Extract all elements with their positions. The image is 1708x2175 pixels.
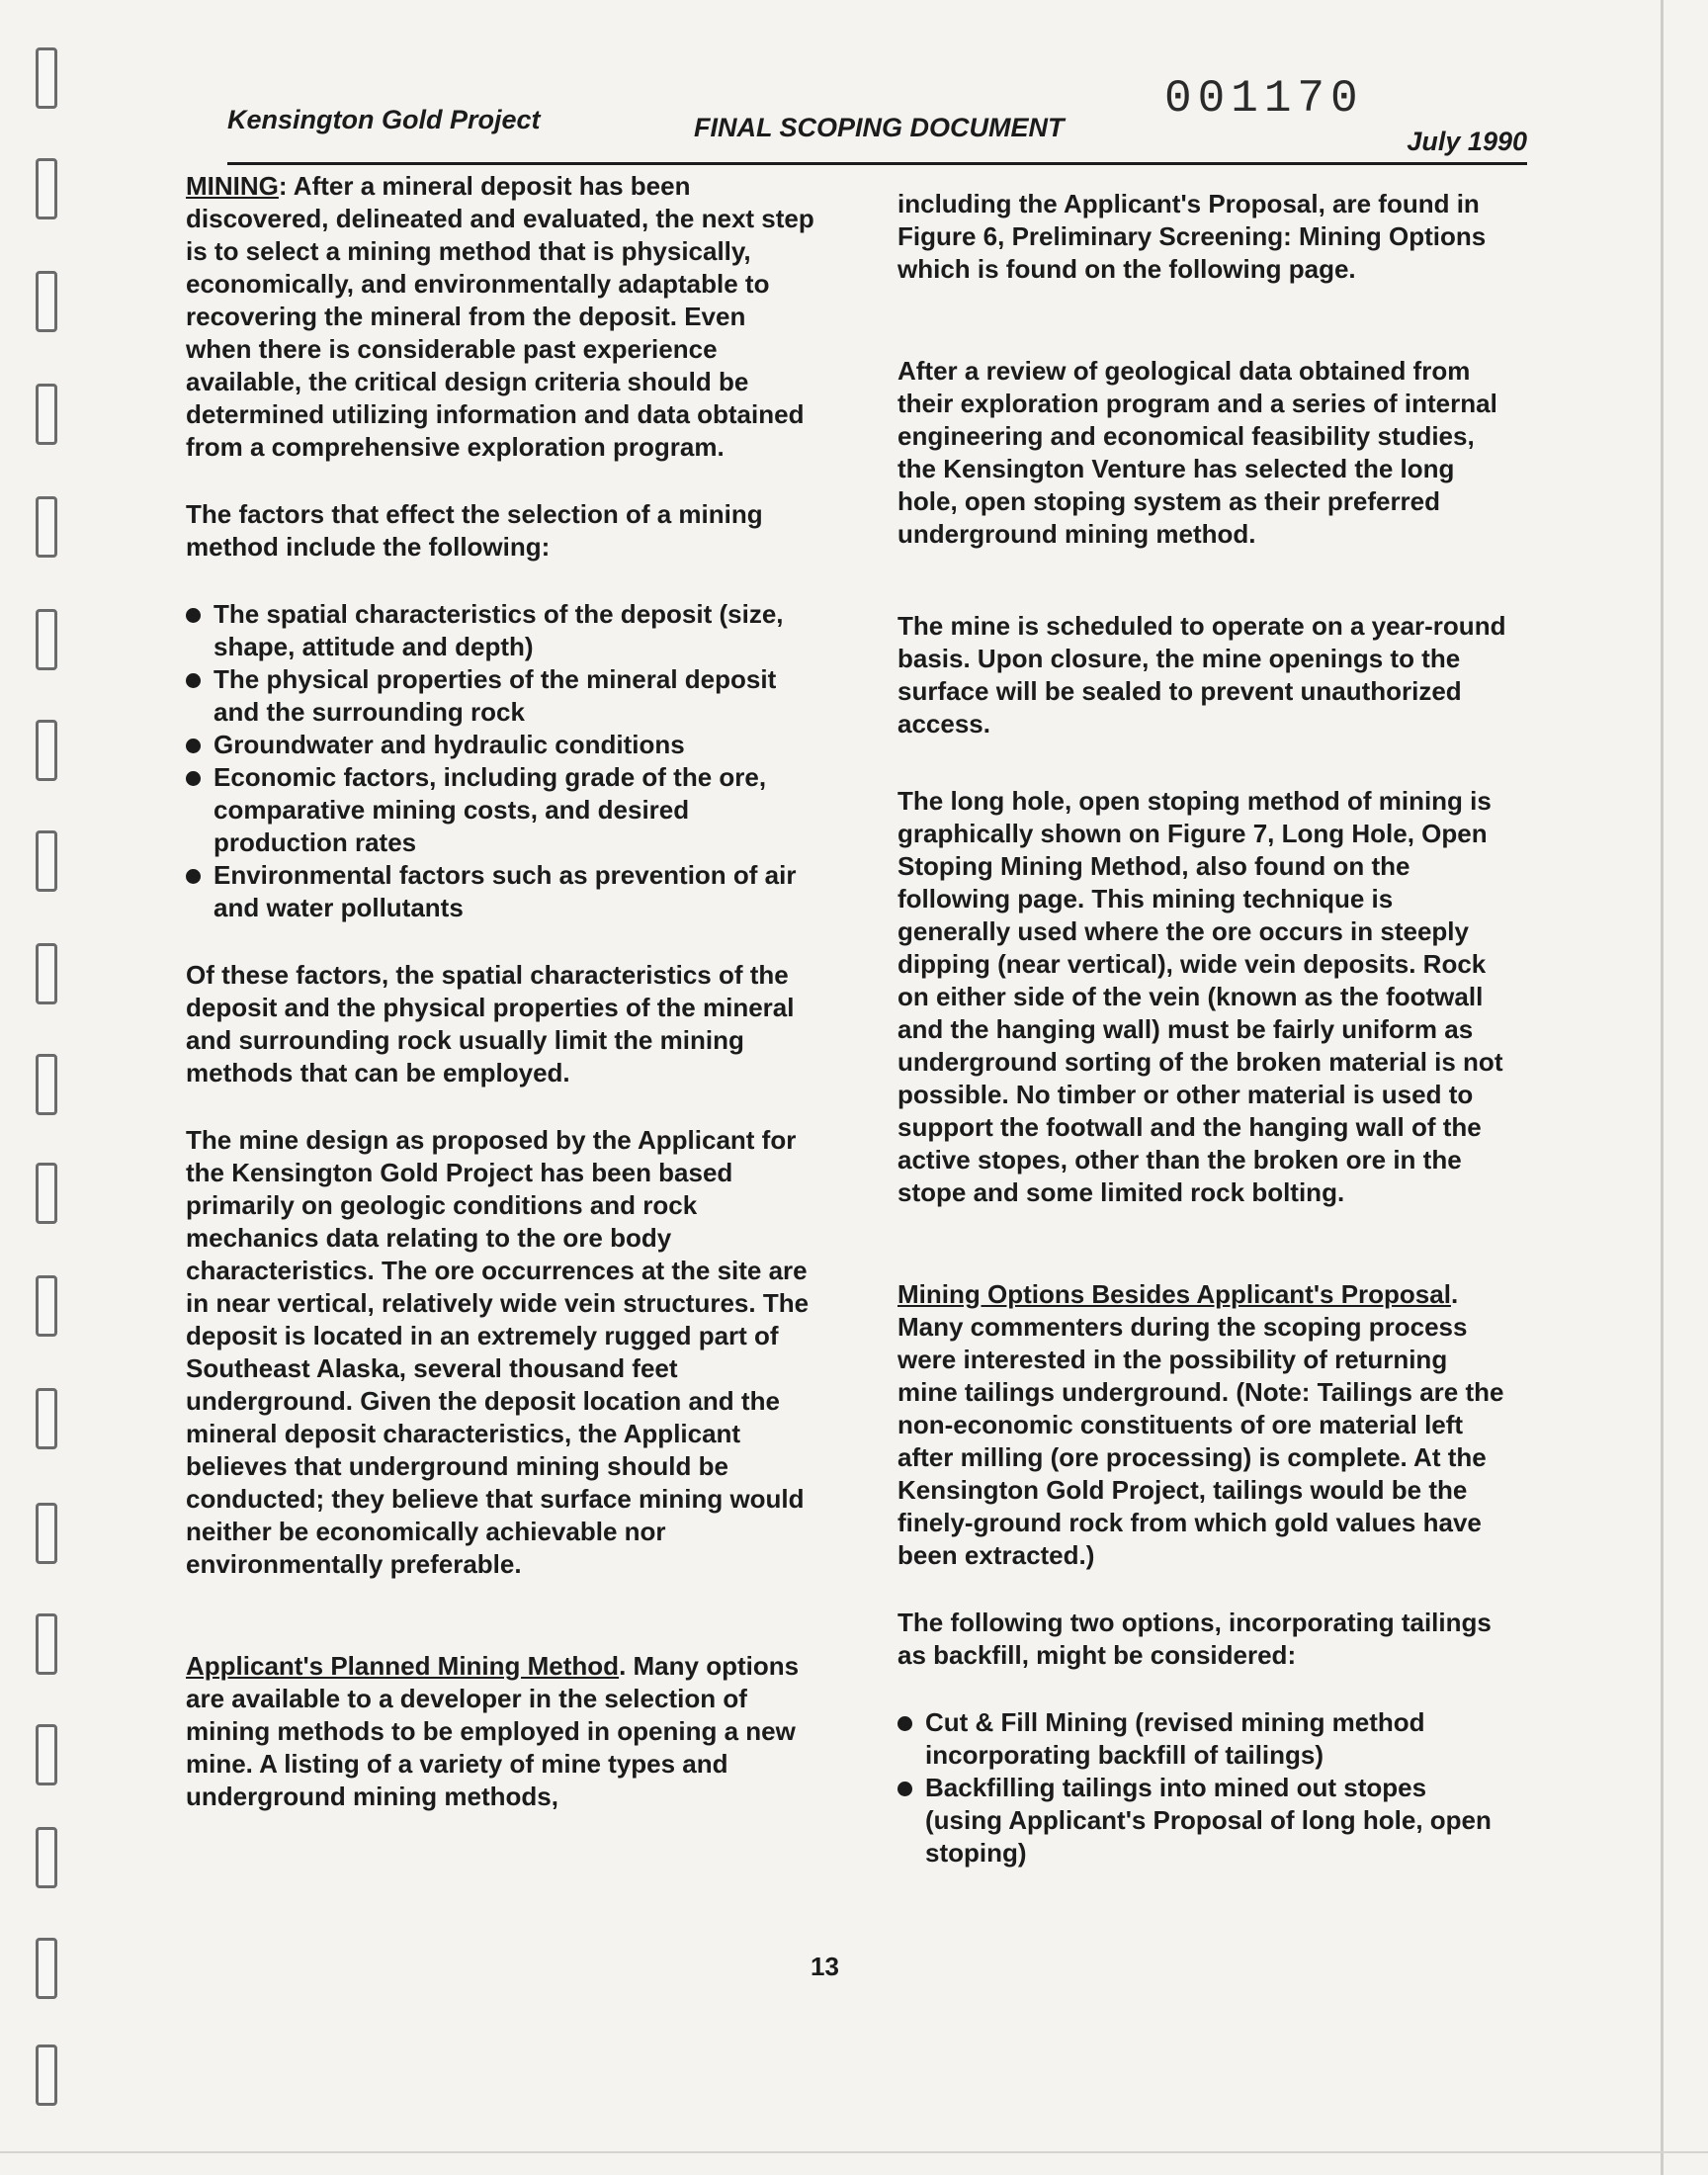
review-paragraph: After a review of geological data obtained from their exploration program and a series of internal engineering and economical feasibility studies, the Kensington Venture has selected the long hole, open stoping system as their preferred underground mining method. <box>897 356 1497 549</box>
planned-method-paragraph <box>186 1650 818 1813</box>
options-paragraph <box>897 1278 1510 1572</box>
options-heading: Mining Options Besides Applicant's Proposal <box>897 1279 1451 1309</box>
binder-holes <box>0 0 79 2175</box>
document-date: July 1990 <box>1407 127 1527 156</box>
list-item: Cut & Fill Mining (revised mining method incorporating backfill of tailings) <box>897 1706 1510 1772</box>
right-column <box>897 188 1510 1904</box>
mining-heading: MINING <box>186 171 279 201</box>
binder-hole <box>36 1724 57 1785</box>
document-stamp: 001170 <box>1164 73 1364 125</box>
binder-hole <box>36 830 57 892</box>
left-column <box>186 170 818 1848</box>
bullet-icon <box>186 608 201 623</box>
binder-hole <box>36 47 57 109</box>
factors-intro: The factors that effect the selection of a mining method include the following: <box>186 499 763 562</box>
planned-method-text: . Many options are available to a developer in the selection of mining methods to be employed in opening a new mine. A listing of a variety of mine types and underground mining methods, <box>186 1651 800 1811</box>
bullet-icon <box>897 1716 912 1731</box>
binder-hole <box>36 1388 57 1449</box>
page-header <box>227 73 1527 170</box>
binder-hole <box>36 609 57 670</box>
list-item: Groundwater and hydraulic conditions <box>186 729 818 761</box>
binder-hole <box>36 158 57 219</box>
document-title: FINAL SCOPING DOCUMENT <box>694 113 1065 142</box>
page-edge <box>0 2151 1708 2153</box>
binder-hole <box>36 1938 57 1999</box>
factors-conclusion: Of these factors, the spatial characteristics of the deposit and the physical properties of the mineral and surrounding rock usually limit the mining methods that can be employed. <box>186 960 795 1088</box>
binder-hole <box>36 496 57 558</box>
binder-hole <box>36 1163 57 1224</box>
binder-hole <box>36 384 57 445</box>
header-rule <box>227 162 1527 165</box>
binder-hole <box>36 1275 57 1337</box>
long-hole-paragraph: The long hole, open stoping method of mining is graphically shown on Figure 7, Long Hole, Open Stoping Mining Method, also found on the following page. This mining technique is generally used where the ore occurs in steeply dipping (near vertical), wide vein deposits. Rock on either side of the vein (known as the footwall and the hanging wall) must be fairly uniform as underground sorting of the broken material is not possible. No timber or other material is used to support the footwall and the hanging wall of the active stopes, other than the broken ore in the stope and some limited rock bolting. <box>897 786 1503 1207</box>
mine-design-paragraph: The mine design as proposed by the Applicant for the Kensington Gold Project has been based primarily on geologic conditions and rock mechanics data relating to the ore body characteristics. The ore occurrences at the site are in near vertical, relatively wide vein structures. The deposit is located in an extremely rugged part of Southeast Alaska, several thousand feet underground. Given the deposit location and the mineral deposit characteristics, the Applicant believes that underground mining should be conducted; they believe that surface mining would neither be economically achievable nor environmentally preferable. <box>186 1125 810 1579</box>
list-item: Environmental factors such as prevention of air and water pollutants <box>186 859 818 924</box>
binder-hole <box>36 943 57 1004</box>
bullet-icon <box>897 1782 912 1796</box>
planned-method-heading: Applicant's Planned Mining Method <box>186 1651 620 1681</box>
options-text: . Many commenters during the scoping process were interested in the possibility of returning mine tailings underground. (Note: Tailings are the non-economic constituents of ore material left after milling (ore processing) is complete. At the Kensington Gold Project, tailings would be the finely-ground rock from which gold values have been extracted.) <box>897 1279 1504 1570</box>
list-item: The physical properties of the mineral deposit and the surrounding rock <box>186 663 818 729</box>
continued-paragraph: including the Applicant's Proposal, are found in Figure 6, Preliminary Screening: Mining Options which is found on the following page. <box>897 189 1487 284</box>
binder-hole <box>36 1827 57 1888</box>
bullet-icon <box>186 739 201 753</box>
factors-list <box>186 598 818 924</box>
options-intro: The following two options, incorporating tailings as backfill, might be considered: <box>897 1608 1492 1670</box>
binder-hole <box>36 1503 57 1564</box>
list-item: The spatial characteristics of the deposit (size, shape, attitude and depth) <box>186 598 818 663</box>
bullet-icon <box>186 869 201 884</box>
mining-paragraph <box>186 170 818 464</box>
options-list <box>897 1706 1510 1870</box>
binder-hole <box>36 1054 57 1115</box>
bullet-icon <box>186 673 201 688</box>
page-number: 13 <box>811 1952 839 1981</box>
list-item: Economic factors, including grade of the ore, comparative mining costs, and desired production rates <box>186 761 818 859</box>
binder-hole <box>36 2044 57 2106</box>
page-edge <box>1661 0 1664 2175</box>
list-item: Backfilling tailings into mined out stopes (using Applicant's Proposal of long hole, open stoping) <box>897 1772 1510 1870</box>
binder-hole <box>36 271 57 332</box>
project-title: Kensington Gold Project <box>227 105 541 134</box>
binder-hole <box>36 720 57 781</box>
bullet-icon <box>186 771 201 786</box>
mining-text: : After a mineral deposit has been discovered, delineated and evaluated, the next step is to select a mining method that is physically, economically, and environmentally adaptable to recovering the mineral from the deposit. Even when there is considerable past experience available, the critical design criteria should be determined utilizing information and data obtained from a comprehensive exploration program. <box>186 171 814 462</box>
binder-hole <box>36 1613 57 1675</box>
schedule-paragraph: The mine is scheduled to operate on a year-round basis. Upon closure, the mine openings to the surface will be sealed to prevent unauthorized access. <box>897 611 1506 739</box>
